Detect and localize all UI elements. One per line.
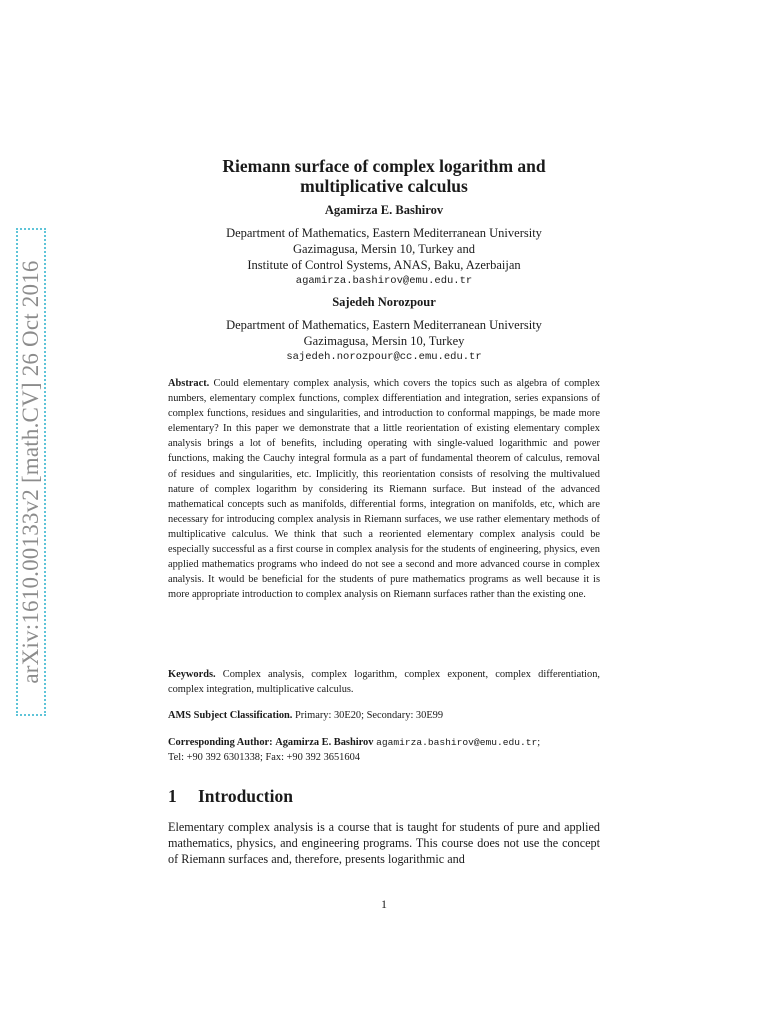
title-line-2: multiplicative calculus	[300, 176, 468, 196]
corresponding-email[interactable]: agamirza.bashirov@emu.edu.tr	[376, 737, 538, 748]
author-1-affil-line: Institute of Control Systems, ANAS, Baku, Azerbaijan	[247, 258, 521, 272]
introduction-paragraph: Elementary complex analysis is a course that is taught for students of pure and applied mathematics, physics, and engineering programs. This course does not use the concept of Riemann surfaces and, therefore, presents logarithmic and	[168, 820, 600, 866]
author-2-affil-line: Gazimagusa, Mersin 10, Turkey	[303, 334, 465, 348]
arxiv-stamp-text: arXiv:1610.00133v2 [math.CV] 26 Oct 2016	[18, 260, 43, 684]
author-1-email[interactable]: agamirza.bashirov@emu.edu.tr	[295, 275, 473, 287]
corresponding-author	[168, 735, 600, 765]
corresponding-label: Corresponding Author:	[168, 737, 273, 748]
author-2-affil-line: Department of Mathematics, Eastern Mediterranean University	[226, 318, 542, 332]
ams-label: AMS Subject Classification.	[168, 710, 293, 721]
author-1-affiliation	[168, 225, 600, 289]
section-number: 1	[168, 786, 177, 806]
author-2-email[interactable]: sajedeh.norozpour@cc.emu.edu.tr	[286, 351, 482, 363]
author-1-affil-line: Gazimagusa, Mersin 10, Turkey and	[293, 242, 475, 256]
corresponding-name: Agamirza E. Bashirov	[275, 737, 374, 748]
abstract	[168, 376, 600, 602]
ams-text: Primary: 30E20; Secondary: 30E99	[295, 710, 444, 721]
keywords	[168, 667, 600, 697]
section-title: Introduction	[198, 786, 293, 806]
abstract-text: Could elementary complex analysis, which covers the topics such as algebra of complex numbers, elementary complex functions, complex differentiation and integration, series expansions of complex functions, residues and singularities, and introduction to conformal mappings, be made more elementary? In this paper we demonstrate that a little reorientation of existing elementary complex analysis brings a lot of benefits, including operating with single-valued logarithmic and power functions, making the Cauchy integral formula as a part of fundamental theorem of calculus, removal of residues and singularities, etc. Implicitly, this reorientation consists of resolving the multivalued nature of complex logarithm by considering its Riemann surface. But instead of the advanced mathematical concepts such as manifolds, differential forms, integration on manifolds, etc, which are necessary for introducing complex analysis in Riemann surfaces, we use rather elementary methods of multiplicative calculus. We think that such a reoriented elementary complex analysis could be especially successful as a first course in complex analysis for the students of engineering, physics, even applied mathematics programs who indeed do not see a second and more advanced course in complex analysis. It would be beneficial for the students of pure mathematics programs as well because it is more appropriate introduction to complex analysis on Riemann surfaces rather than the existing one.	[168, 378, 600, 601]
ams-classification	[168, 708, 600, 723]
author-1-name: Agamirza E. Bashirov	[324, 203, 444, 217]
section-heading	[168, 786, 293, 807]
page-number: 1	[381, 897, 387, 911]
author-1-affil-line: Department of Mathematics, Eastern Mediterranean University	[226, 226, 542, 240]
author-2-name: Sajedeh Norozpour	[332, 295, 436, 309]
corresponding-contact: Tel: +90 392 6301338; Fax: +90 392 3651604	[168, 752, 360, 764]
corresponding-semicolon: ;	[537, 737, 541, 748]
arxiv-stamp	[16, 228, 46, 716]
author-2-affiliation	[168, 317, 600, 365]
abstract-label: Abstract.	[168, 378, 210, 389]
keywords-label: Keywords.	[168, 669, 216, 680]
title-line-1: Riemann surface of complex logarithm and	[222, 156, 546, 176]
paper-title	[168, 156, 600, 196]
keywords-text: Complex analysis, complex logarithm, complex exponent, complex differentiation, complex integration, multiplicative calculus.	[168, 669, 600, 696]
